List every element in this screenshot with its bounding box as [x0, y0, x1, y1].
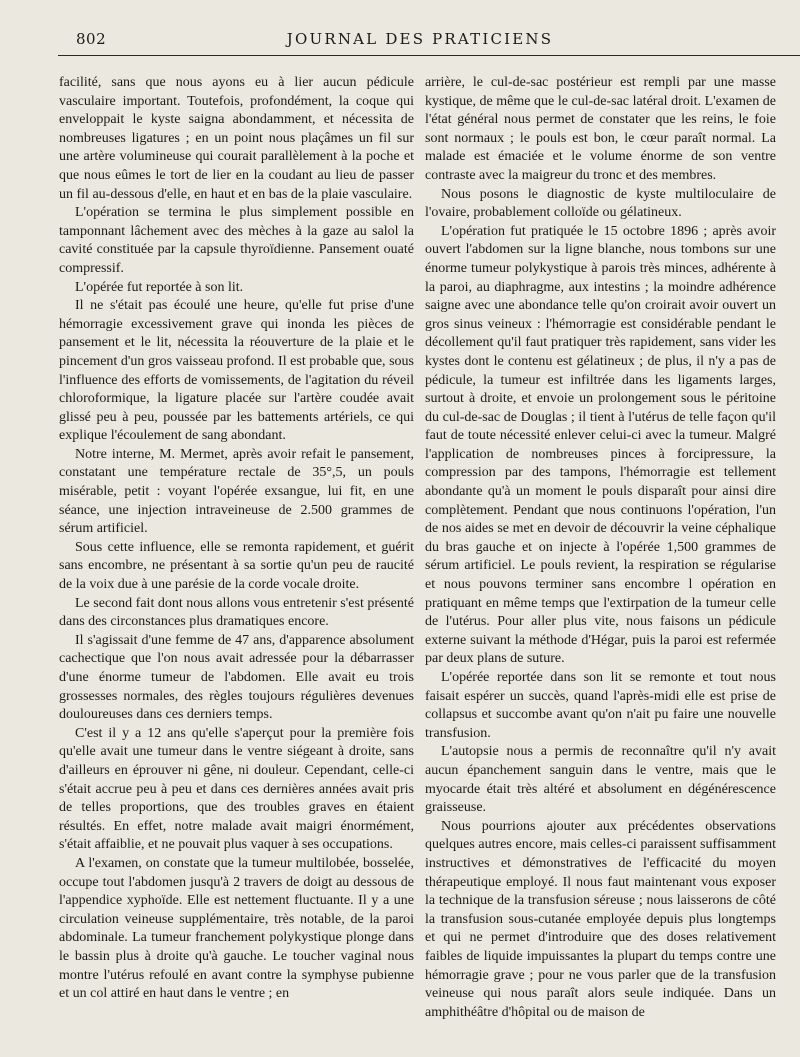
paragraph: Le second fait dont nous allons vous entretenir s'est présenté dans des circonstances plus dramatiques encore. — [59, 595, 414, 630]
paragraph: Il s'agissait d'une femme de 47 ans, d'apparence absolument cachectique que l'on nous avait adressée pour la débarrasser d'une énorme tumeur de l'abdomen. Elle avait eu trois grossesses normales, des règles toujours régulières devenues douloureuses dans ces derniers temps. — [59, 632, 414, 723]
header-rule — [58, 55, 800, 56]
paragraph: A l'examen, on constate que la tumeur multilobée, bosselée, occupe tout l'abdomen jusqu'à 2 travers de doigt au dessous de l'appendice xyphoïde. Elle est nettement fluctuante. Il y a une circulation veineuse supplémentaire, très notable, de la paroi abdominale. La tumeur franchement polykystique plonge dans le bassin plus à droite qu'à gauche. Le toucher vaginal nous montre l'utérus refoulé en avant contre la symphyse pubienne et un col attiré en haut dans le ventre ; en — [59, 855, 414, 1002]
paragraph: C'est il y a 12 ans qu'elle s'aperçut pour la première fois qu'elle avait une tumeur dans le ventre siégeant à droite, sans d'ailleurs en éprouver ni gêne, ni douleur. Cependant, celle-ci s'était accrue peu à peu et dans ces dernières années avait pris de telles proportions, que des troubles graves en étaient résultés. En effet, notre malade avait maigri énormément, s'était affaiblie, et ne pouvait plus vaquer à ses occupations. — [59, 725, 414, 853]
paragraph: L'autopsie nous a permis de reconnaître qu'il n'y avait aucun épanchement sanguin dans le ventre, mais que le myocarde était très altéré et absolument en dégénérescence graisseuse. — [425, 744, 776, 816]
right-column — [425, 74, 776, 1022]
paragraph: Notre interne, M. Mermet, après avoir refait le pansement, constatant une température rectale de 35°,5, un pouls misérable, petit : voyant l'opérée exsangue, lui fit, en une séance, une injection intraveineuse de 2.500 grammes de sérum artificiel. — [59, 446, 414, 537]
paragraph: Il ne s'était pas écoulé une heure, qu'elle fut prise d'une hémorragie excessivement grave qui inonda les pièces de pansement et le lit, nécessita la réouverture de la plaie et le pincement d'un gros vaisseau profond. Il est probable que, sous l'influence des efforts de vomissements, de l'agitation du réveil chloroformique, la ligature placée sur l'artère coudée avait glissé peu à peu, poussée par les battements artériels, ce qui explique l'écoulement de sang abondant. — [59, 298, 414, 444]
running-title: JOURNAL DES PRATICIENS — [286, 30, 554, 48]
paragraph: L'opérée reportée dans son lit se remonte et tout nous faisait espérer un succès, quand l'après-midi elle est prise de collapsus et succombe avant qu'on n'ait pu faire une nouvelle transfusion. — [425, 670, 776, 741]
paragraph: L'opérée fut reportée à son lit. — [75, 279, 244, 295]
page-number: 802 — [76, 30, 107, 48]
paragraph: L'opération fut pratiquée le 15 octobre 1896 ; après avoir ouvert l'abdomen sur la ligne blanche, nous tombons sur une énorme tumeur polykystique à parois très minces, adhérente à la paroi, au diaphragme, aux intestins ; la moindre adhérence saigne avec une abondance telle qu'on croirait avoir ouvert un gros sinus veineux : l'hémorragie est considérable pendant le décollement qu'il faut pratiquer très rapidement, sans vider les kystes dont le contenu est gélatineux ; de plus, il n'y a pas de pédicule, la tumeur est infiltrée dans les ligaments larges, surtout à droite, et envoie un prolongement sous le péritoine du cul-de-sac de Douglas ; il tient à l'utérus de telle façon qu'il faut de toute nécessité enlever celui-ci avec la tumeur. Malgré l'application de nombreuses pinces à forcipressure, la compression par des tampons, l'hémorragie est tellement abondante qu'à un moment le pouls disparaît pour ainsi dire complètement. Pendant que nous continuons l'opération, l'un de nos aides se met en devoir de découvrir la veine céphalique du bras gauche et on injecte à l'opérée 1,500 grammes de sérum artificiel. Le pouls revient, la respiration se régularise et nous pouvons terminer sans encombre l opération en pratiquant en même temps que l'extirpation de la tumeur celle de l'utérus. Pour aller plus vite, nous faisons un pédicule externe suivant la méthode d'Hégar, puis la paroi est refermée par deux plans de suture. — [425, 223, 776, 667]
paragraph: L'opération se termina le plus simplement possible en tamponnant lâchement avec des mèches à la gaze au salol la cavité constituée par la capsule thyroïdienne. Pansement ouaté compressif. — [59, 205, 414, 276]
left-column — [59, 74, 414, 1004]
paragraph: facilité, sans que nous ayons eu à lier aucun pédicule vasculaire important. Toutefois, profondément, la coque qui enveloppait le kyste saigna abondamment, et nécessita de nombreuses ligatures ; en un point nous plaçâmes un fil sur une artère volumineuse qui courait parallèlement à la poche et que nous eûmes le tort de lier en la coudant au lieu de passer un fil au-dessous d'elle, en haut et en bas de la plaie vasculaire. — [59, 75, 414, 202]
page-header — [58, 26, 782, 56]
paragraph: arrière, le cul-de-sac postérieur est rempli par une masse kystique, de même que le cul-de-sac latéral droit. L'examen de l'état général nous permet de constater que les reins, le foie sont normaux ; le pouls est bon, le cœur paraît normal. La malade est émaciée et le volume énorme de son ventre contraste avec la maigreur du tronc et des membres. — [425, 75, 776, 183]
paragraph: Nous posons le diagnostic de kyste multiloculaire de l'ovaire, probablement colloïde ou gélatineux. — [425, 186, 776, 221]
paragraph: Nous pourrions ajouter aux précédentes observations quelques autres encore, mais celles-ci paraissent suffisamment instructives et démonstratives de l'efficacité du moyen thérapeutique employé. Il nous faut maintenant vous exposer la technique de la transfusion séreuse ; nous laisserons de côté la transfusion sous-cutanée employée depuis plus longtemps et qui ne permet d'introduire que des doses relativement faibles de liquide impuissantes la plupart du temps contre une hémorragie grave ; pour ne vous parler que de la transfusion veineuse qui nous paraît alors seule indiquée. Dans un amphithéâtre d'hôpital ou de maison de — [425, 818, 776, 1020]
paragraph: Sous cette influence, elle se remonta rapidement, et guérit sans encombre, ne présentant à sa sortie qu'un peu de raucité de la voix due à une parésie de la corde vocale droite. — [59, 539, 414, 593]
